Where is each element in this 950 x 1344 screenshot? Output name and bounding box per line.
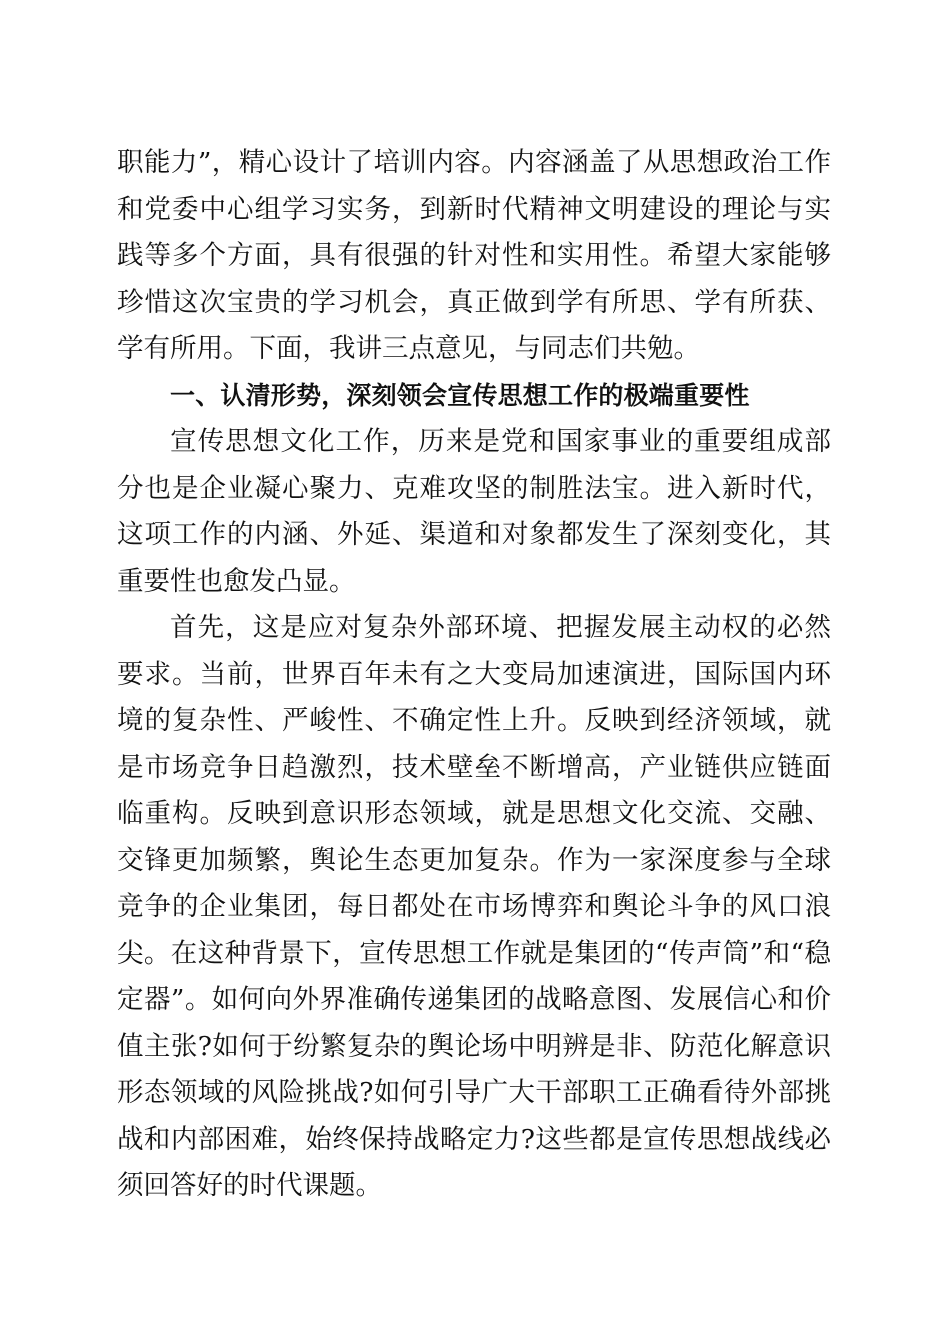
document-body bbox=[117, 140, 831, 1210]
paragraph-section-1-first-point: 首先，这是应对复杂外部环境、把握发展主动权的必然要求。当前，世界百年未有之大变局加速演进，国际国内环境的复杂性、严峻性、不确定性上升。反映到经济领域，就是市场竞争日趋激烈，技术壁垒不断增高，产业链供应链面临重构。反映到意识形态领域，就是思想文化交流、交融、交锋更加频繁，舆论生态更加复杂。作为一家深度参与全球竞争的企业集团，每日都处在市场博弈和舆论斗争的风口浪尖。在这种背景下，宣传思想工作就是集团的“传声筒”和“稳定器”。如何向外界准确传递集团的战略意图、发展信心和价值主张?如何于纷繁复杂的舆论场中明辨是非、防范化解意识形态领域的风险挑战?如何引导广大干部职工正确看待外部挑战和内部困难，始终保持战略定力?这些都是宣传思想战线必须回答好的时代课题。 bbox=[117, 612, 831, 1201]
paragraph-section-1-overview: 宣传思想文化工作，历来是党和国家事业的重要组成部分也是企业凝心聚力、克难攻坚的制胜法宝。进入新时代，这项工作的内涵、外延、渠道和对象都发生了深刻变化，其重要性也愈发凸显。 bbox=[117, 426, 831, 597]
paragraph-intro-continuation: 职能力”，精心设计了培训内容。内容涵盖了从思想政治工作和党委中心组学习实务，到新时代精神文明建设的理论与实践等多个方面，具有很强的针对性和实用性。希望大家能够珍惜这次宝贵的学习机会，真正做到学有所思、学有所获、学有所用。下面，我讲三点意见，与同志们共勉。 bbox=[117, 147, 831, 364]
section-heading-1: 一、认清形势，深刻领会宣传思想工作的极端重要性 bbox=[170, 380, 750, 410]
